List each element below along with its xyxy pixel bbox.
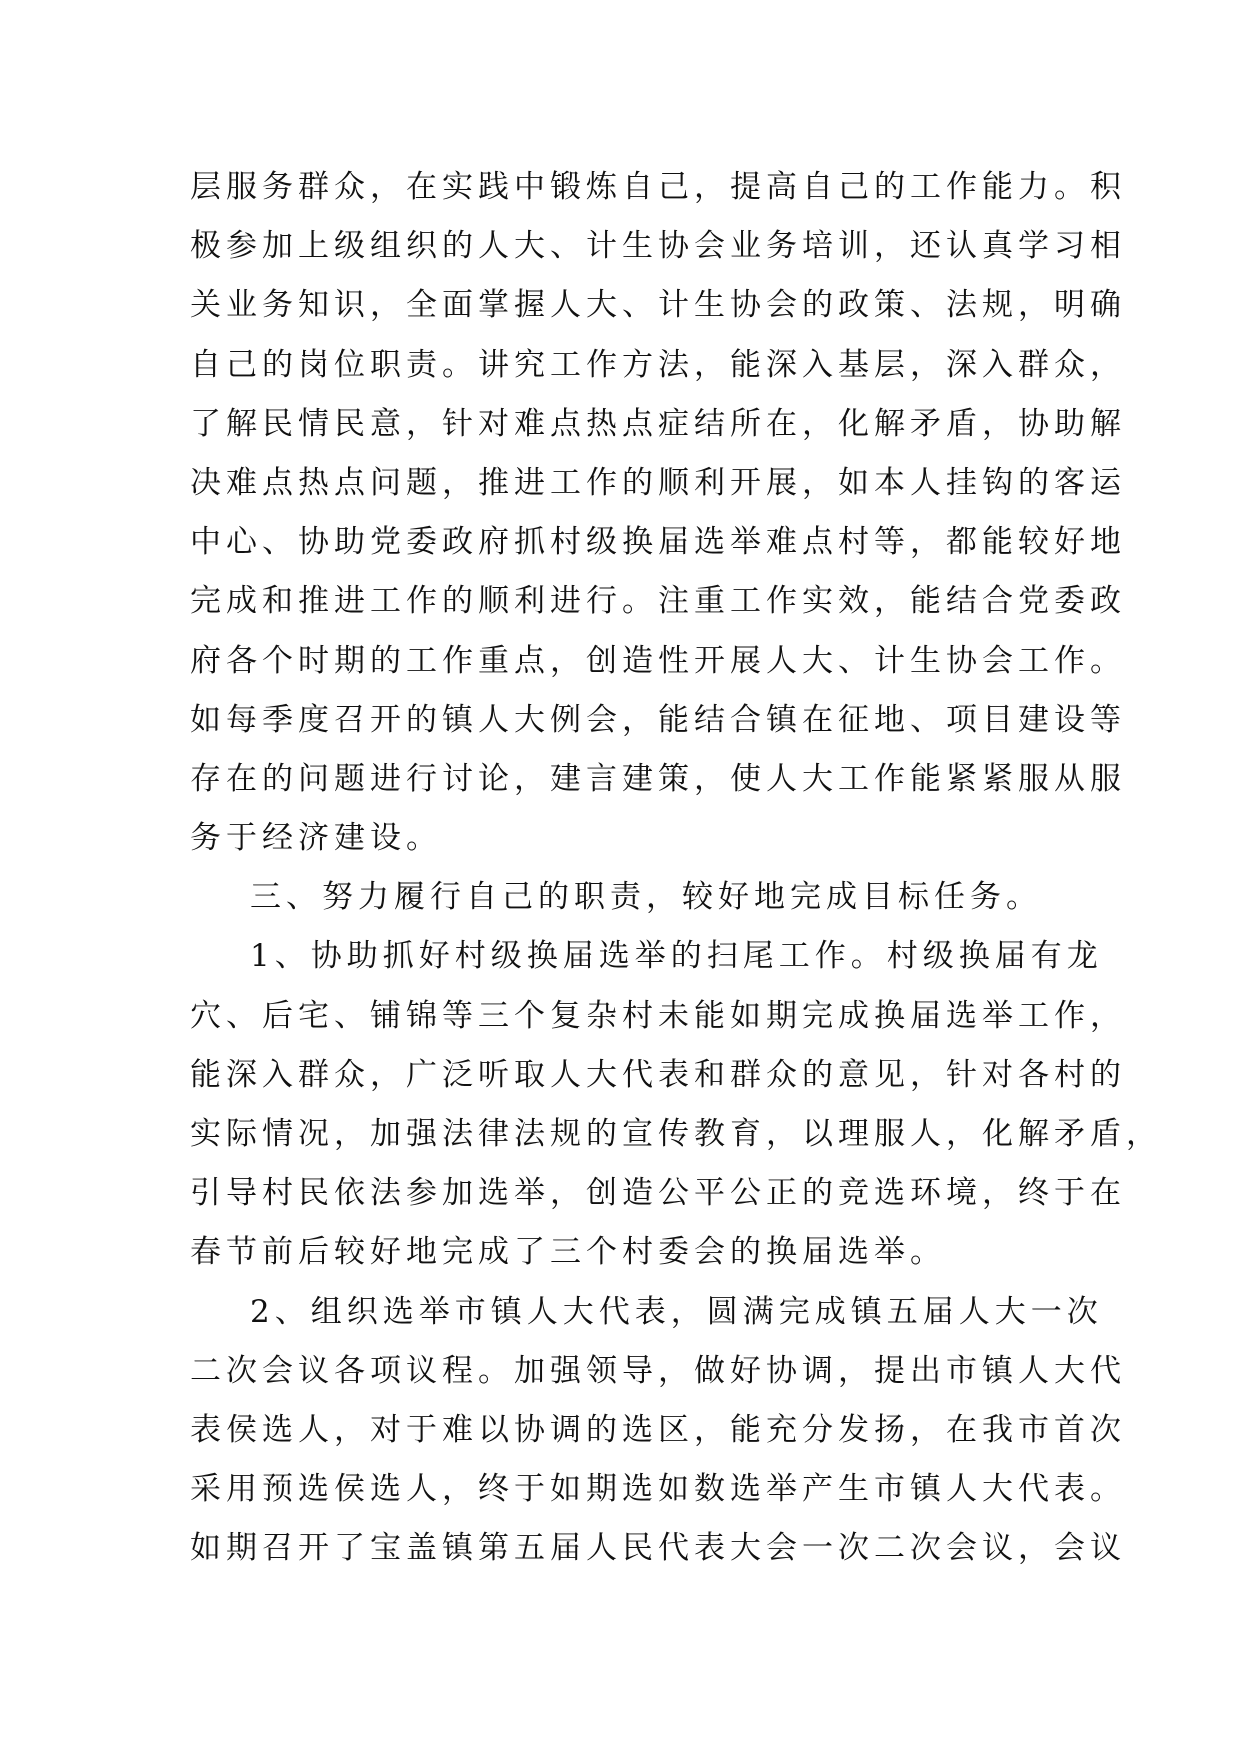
text-line: 穴、后宅、铺锦等三个复杂村未能如期完成换届选举工作， xyxy=(190,997,1126,1034)
text-line: 务于经济建设。 xyxy=(190,820,442,857)
text-line: 引导村民依法参加选举，创造公平公正的竞选环境，终于在 xyxy=(190,1175,1126,1212)
text-line: 关业务知识，全面掌握人大、计生协会的政策、法规，明确 xyxy=(190,287,1126,324)
text-line: 能深入群众，广泛听取人大代表和群众的意见，针对各村的 xyxy=(190,1056,1126,1093)
text-line: 如期召开了宝盖镇第五届人民代表大会一次二次会议，会议 xyxy=(190,1530,1126,1567)
text-line: 实际情况，加强法律法规的宣传教育，以理服人，化解矛盾， xyxy=(190,1116,1162,1152)
text-line: 春节前后较好地完成了三个村委会的换届选举。 xyxy=(190,1234,946,1271)
document-body xyxy=(190,158,1162,1579)
text-line: 层服务群众，在实践中锻炼自己，提高自己的工作能力。积 xyxy=(190,169,1126,205)
text-line: 极参加上级组织的人大、计生协会业务培训，还认真学习相 xyxy=(190,228,1126,265)
text-line: 存在的问题进行讨论，建言建策，使人大工作能紧紧服从服 xyxy=(190,760,1126,797)
text-line: 表侯选人，对于难以协调的选区，能充分发扬，在我市首次 xyxy=(190,1411,1126,1448)
text-line: 了解民情民意，针对难点热点症结所在，化解矛盾，协助解 xyxy=(190,405,1126,442)
text-line: 自己的岗位职责。讲究工作方法，能深入基层，深入群众， xyxy=(190,346,1126,383)
text-line: 完成和推进工作的顺利进行。注重工作实效，能结合党委政 xyxy=(190,583,1126,620)
section-heading: 三、努力履行自己的职责，较好地完成目标任务。 xyxy=(250,879,1042,916)
text-line: 中心、协助党委政府抓村级换届选举难点村等，都能较好地 xyxy=(190,524,1126,561)
text-line: 如每季度召开的镇人大例会，能结合镇在征地、项目建设等 xyxy=(190,701,1126,738)
text-line: 二次会议各项议程。加强领导，做好协调，提出市镇人大代 xyxy=(190,1352,1126,1389)
text-line: 1、协助抓好村级换届选举的扫尾工作。村级换届有龙 xyxy=(250,938,1103,975)
text-line: 2、组织选举市镇人大代表，圆满完成镇五届人大一次 xyxy=(250,1293,1103,1330)
text-line: 府各个时期的工作重点，创造性开展人大、计生协会工作。 xyxy=(190,642,1126,679)
text-line: 采用预选侯选人，终于如期选如数选举产生市镇人大代表。 xyxy=(190,1471,1126,1508)
text-line: 决难点热点问题，推进工作的顺利开展，如本人挂钩的客运 xyxy=(190,464,1126,501)
